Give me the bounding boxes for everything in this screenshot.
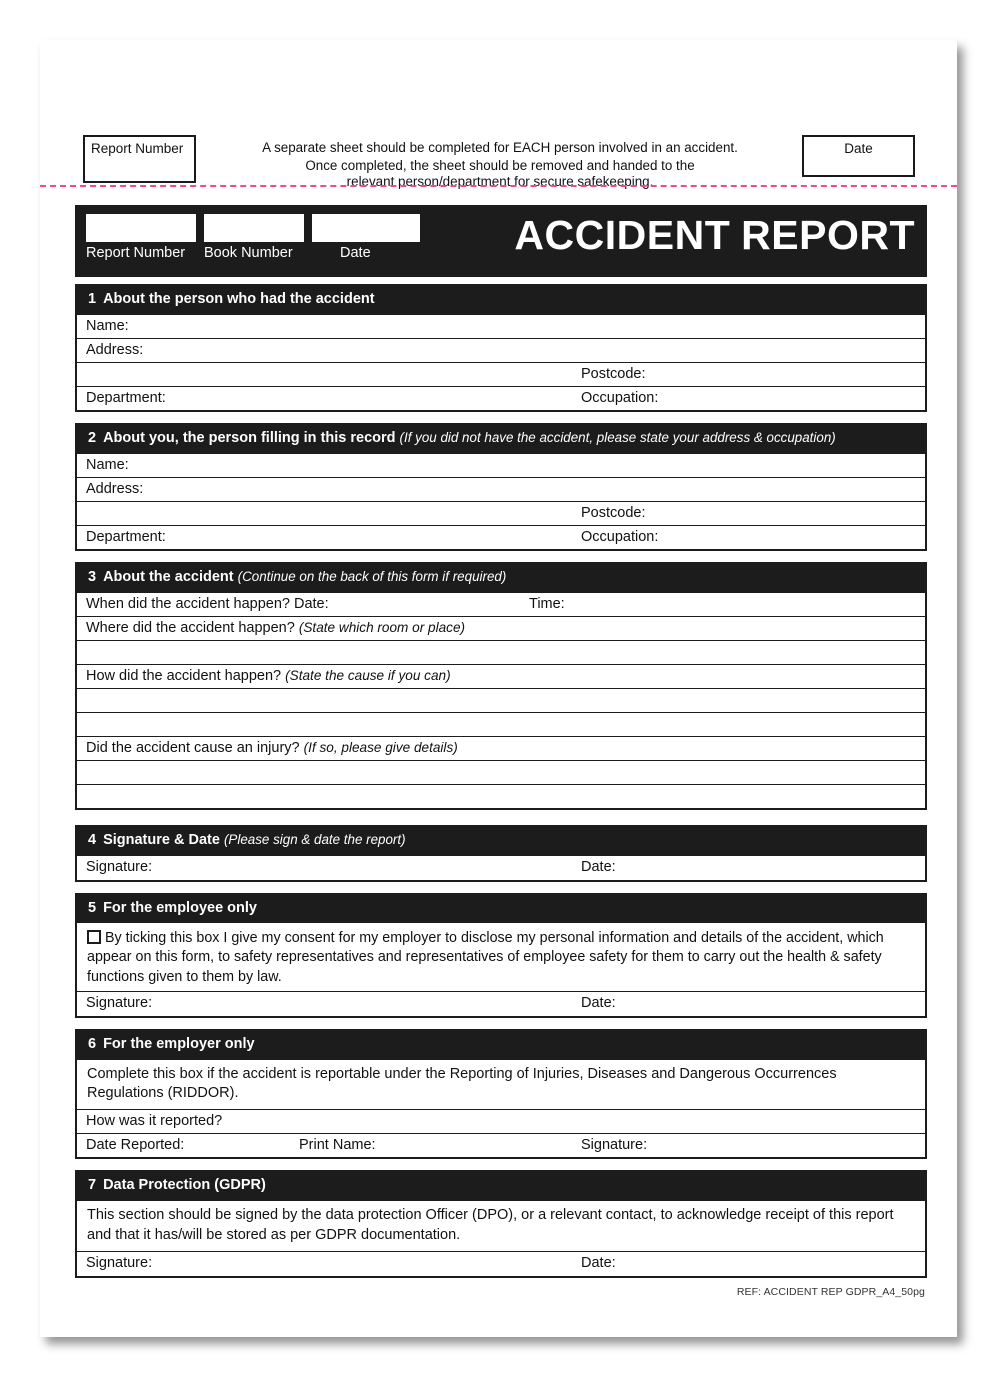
section-3-when-label: When did the accident happen? Date: [86, 596, 329, 613]
stub-instructions-line-1: A separate sheet should be completed for EACH person involved in an accident. [262, 140, 738, 155]
section-6-date-reported-label: Date Reported: [86, 1137, 185, 1154]
section-1-occupation-label: Occupation: [581, 390, 659, 407]
banner-report-number-input[interactable] [86, 214, 196, 242]
section-3-how-question: How did the accident happen? [86, 668, 282, 685]
section-4-number: 4 [88, 832, 97, 849]
section-6 [75, 1029, 927, 1159]
section-3-where-question: Where did the accident happen? [86, 620, 295, 637]
form-reference-code: REF: ACCIDENT REP GDPR_A4_50pg [736, 1285, 925, 1298]
section-5-number: 5 [88, 899, 97, 916]
section-2-postcode-row[interactable] [77, 501, 925, 525]
section-1 [75, 284, 927, 412]
banner-date-label: Date [340, 245, 371, 261]
section-4 [75, 825, 927, 881]
section-2-postcode-label: Postcode: [581, 505, 646, 522]
stub-instructions-line-2: Once completed, the sheet should be removed and handed to the [305, 157, 695, 173]
section-7-signature-row[interactable] [77, 1251, 925, 1276]
section-3 [75, 562, 927, 810]
section-5-title: For the employee only [103, 899, 257, 916]
section-1-postcode-label: Postcode: [581, 366, 646, 383]
banner-field-group [86, 214, 420, 262]
banner-date-input[interactable] [312, 214, 420, 242]
section-6-header [77, 1029, 925, 1059]
banner-report-number-label: Report Number [86, 245, 186, 261]
section-1-number: 1 [88, 291, 97, 307]
section-3-where-label [86, 620, 465, 636]
stub-date-box[interactable] [802, 135, 915, 177]
form-banner [75, 205, 927, 277]
section-2-hint: (If you did not have the accident, please state your address & occupation) [399, 430, 836, 446]
section-6-signature-label: Signature: [581, 1137, 648, 1154]
section-2-department-occupation-row[interactable] [77, 525, 925, 549]
section-3-hint: (Continue on the back of this form if required) [237, 569, 507, 585]
section-3-title: About the accident [103, 569, 234, 586]
section-2-address-row[interactable] [77, 477, 925, 501]
section-6-how-reported-row[interactable] [77, 1109, 925, 1133]
section-5-consent-text: By ticking this box I give my consent for my employer to disclose my personal information and details of the accident, which appear on this form, to safety representatives and representatives of employee safety for them to carry out the health & safety functions given to them by law. [87, 929, 884, 985]
section-6-riddor-text: Complete this box if the accident is reportable under the Reporting of Injuries, Diseases and Dangerous Occurrences Regulations (RIDDOR). [77, 1059, 925, 1109]
section-4-signature-label: Signature: [86, 858, 153, 875]
stub-instructions-line-3: relevant person/department for secure safekeeping. [346, 173, 654, 189]
section-7-date-label: Date: [581, 1254, 616, 1271]
section-6-how-reported-label: How was it reported? [86, 1113, 223, 1130]
form-title-report: REPORT [741, 212, 915, 258]
section-3-when-row[interactable] [77, 592, 925, 616]
section-3-header [77, 562, 925, 592]
section-2-department-label: Department: [86, 529, 166, 546]
stub-report-number-label: Report Number [91, 141, 184, 156]
section-1-name-row[interactable] [77, 314, 925, 338]
section-5-signature-label: Signature: [86, 994, 153, 1011]
section-7-signature-label: Signature: [86, 1254, 153, 1271]
section-6-number: 6 [88, 1035, 97, 1052]
section-5 [75, 893, 927, 1018]
section-7-title: Data Protection (GDPR) [103, 1177, 266, 1194]
section-4-signature-row[interactable] [77, 856, 925, 880]
section-1-name-label: Name: [86, 318, 129, 335]
section-3-injury-row[interactable] [77, 736, 925, 760]
banner-date-field[interactable] [312, 214, 420, 262]
banner-report-number-field[interactable] [86, 214, 196, 262]
section-7-header [77, 1170, 925, 1200]
section-4-hint: (Please sign & date the report) [223, 832, 406, 848]
accident-report-form [75, 205, 927, 1298]
section-3-where-answer-row[interactable] [77, 640, 925, 664]
section-6-print-name-label: Print Name: [299, 1137, 376, 1154]
section-3-number: 3 [88, 569, 97, 586]
paper-sheet [40, 40, 957, 1337]
consent-checkbox[interactable] [87, 930, 101, 944]
stub-instructions [220, 139, 780, 190]
section-3-injury-question: Did the accident cause an injury? [86, 740, 300, 757]
form-title [514, 212, 915, 258]
section-2-occupation-label: Occupation: [581, 529, 659, 546]
section-3-how-answer-row-2[interactable] [77, 712, 925, 736]
stub-date-label: Date [844, 141, 873, 156]
form-title-accident: ACCIDENT [514, 212, 731, 258]
section-5-date-label: Date: [581, 994, 616, 1011]
section-3-how-row[interactable] [77, 664, 925, 688]
section-2-number: 2 [88, 430, 97, 447]
section-3-where-row[interactable] [77, 616, 925, 640]
section-7 [75, 1170, 927, 1277]
section-2-name-label: Name: [86, 457, 129, 474]
section-5-signature-row[interactable] [77, 991, 925, 1016]
section-3-how-hint: (State the cause if you can) [285, 668, 451, 684]
section-3-how-label [86, 668, 451, 684]
section-3-injury-answer-row-2[interactable] [77, 784, 925, 808]
section-5-header [77, 893, 925, 923]
section-7-gdpr-text: This section should be signed by the data protection Officer (DPO), or a relevant contact, to acknowledge receipt of this report and that it has/will be stored as per GDPR documentation. [77, 1200, 925, 1250]
section-4-date-label: Date: [581, 858, 616, 875]
section-3-injury-hint: (If so, please give details) [303, 740, 458, 756]
section-3-injury-answer-row-1[interactable] [77, 760, 925, 784]
section-7-number: 7 [88, 1177, 97, 1194]
section-3-time-label: Time: [529, 596, 565, 613]
section-2-header [77, 423, 925, 453]
section-2 [75, 423, 927, 551]
section-1-title: About the person who had the accident [103, 291, 375, 307]
section-1-address-row[interactable] [77, 338, 925, 362]
section-4-title: Signature & Date [103, 832, 220, 849]
section-1-header [77, 284, 925, 314]
section-3-how-answer-row-1[interactable] [77, 688, 925, 712]
section-2-title: About you, the person filling in this record [103, 430, 396, 447]
section-4-header [77, 825, 925, 855]
banner-book-number-label: Book Number [204, 245, 293, 261]
section-1-postcode-row[interactable] [77, 362, 925, 386]
section-1-address-label: Address: [86, 342, 144, 359]
section-2-address-label: Address: [86, 481, 144, 498]
tear-off-stub [40, 40, 957, 189]
stub-report-number-box[interactable] [83, 135, 196, 183]
section-6-title: For the employer only [103, 1035, 255, 1052]
banner-book-number-input[interactable] [204, 214, 304, 242]
section-1-department-label: Department: [86, 390, 166, 407]
section-3-where-hint: (State which room or place) [298, 620, 466, 636]
section-6-reported-details-row[interactable] [77, 1133, 925, 1157]
banner-book-number-field[interactable] [204, 214, 304, 262]
section-3-injury-label [86, 740, 458, 756]
section-5-consent-block [77, 923, 925, 991]
section-1-department-occupation-row[interactable] [77, 386, 925, 410]
perforation-line [40, 185, 957, 187]
section-2-name-row[interactable] [77, 453, 925, 477]
